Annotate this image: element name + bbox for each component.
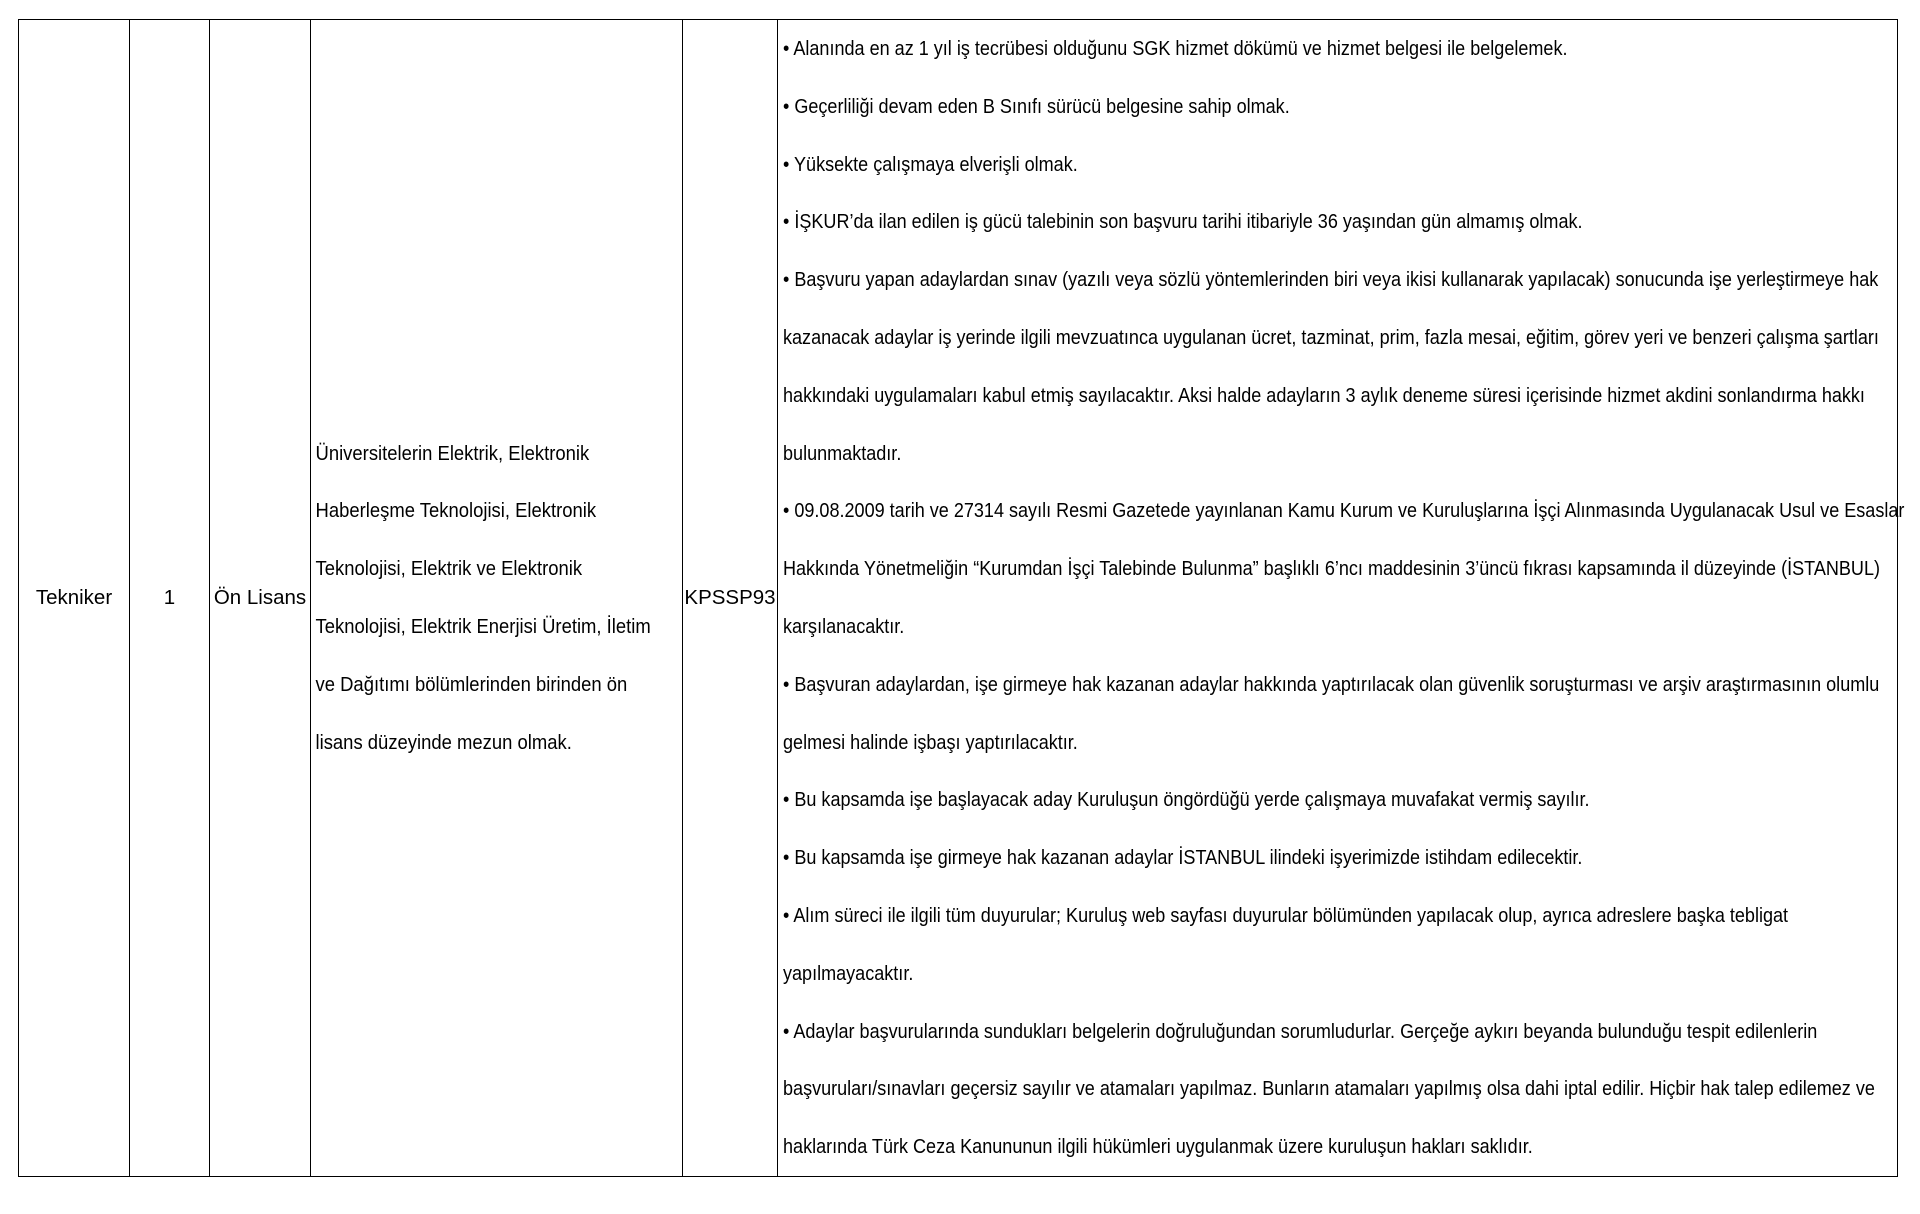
department-cell [311,20,683,1177]
bullet-icon: • [783,210,790,234]
bullet-icon: • [783,1019,790,1043]
qualification-item [783,193,1918,251]
department-requirement: Üniversitelerin Elektrik, Elektronik Haberleşme Teknolojisi, Elektronik Teknolojisi, Elektrik ve Elektronik Teknolojisi, Elektrik Enerjisi Üretim, İletim ve Dağıtımı bölümlerinden birinden ön lisans düzeyinde mezun olmak. [315,441,651,754]
qualification-text: Başvuru yapan adaylardan sınav (yazılı veya sözlü yöntemlerinden biri veya ikisi kullanarak yapılacak) sonucunda işe yerleştirmeye hak kazanacak adaylar iş yerinde ilgili mevzuatınca uygulanan ücret, tazminat, prim, fazla mesai, eğitim, görev yeri ve benzeri çalışma şartları hakkındaki uygulamaları kabul etmiş sayılacaktır. Aksi halde adayların 3 aylık deneme süresi içerisinde hizmet akdini sonlandırma hakkı bulunmaktadır. [783,268,1879,465]
qualification-text: Bu kapsamda işe girmeye hak kazanan adaylar İSTANBUL ilindeki işyerimizde istihdam edilecektir. [794,846,1583,870]
qualification-item [783,482,1918,655]
bullet-icon: • [783,94,790,118]
job-requirements-table [18,19,1905,1177]
bullet-icon: • [783,672,790,696]
qualifications-cell [778,20,1905,1177]
bullet-icon: • [783,788,790,812]
qualification-item [783,1003,1918,1176]
bullet-icon: • [783,152,790,176]
qualification-text: Yüksekte çalışmaya elverişli olmak. [794,152,1078,176]
position-cell [19,20,130,1177]
position-count: 1 [163,586,176,610]
qualification-item [783,78,1918,136]
qualification-item [783,20,1918,78]
qualification-item [783,136,1918,194]
qualification-item [783,829,1918,887]
education-cell [210,20,311,1177]
table-row [19,20,1898,1177]
qualification-text: 09.08.2009 tarih ve 27314 sayılı Resmi Gazetede yayınlanan Kamu Kurum ve Kuruluşlarına İşçi Alınmasında Uygulanacak Usul ve Esaslar Hakkında Yönetmeliğin “Kurumdan İşçi Talebinde Bulunma” başlıklı 6’ncı maddesinin 3’üncü fıkrası kapsamında il düzeyinde (İSTANBUL) karşılanacaktır. [783,499,1905,638]
qualification-text: Geçerliliği devam eden B Sınıfı sürücü belgesine sahip olmak. [794,94,1290,118]
qualification-text: Başvuran adaylardan, işe girmeye hak kazanan adaylar hakkında yaptırılacak olan güvenlik soruşturması ve arşiv araştırmasının olumlu gelmesi halinde işbaşı yaptırılacaktır. [783,672,1880,754]
bullet-icon: • [783,37,790,61]
bullet-icon: • [783,268,790,292]
exam-score-type: KPSSP93 [684,586,776,610]
qualification-text: Adaylar başvurularında sundukları belgelerin doğruluğundan sorumludurlar. Gerçeğe aykırı beyanda bulunduğu tespit edilenlerin başvuruları/sınavları geçersiz sayılır ve atamaları yapılmaz. Bunların atamaları yapılmış olsa dahi iptal edilir. Hiçbir hak talep edilemez ve haklarında Türk Ceza Kanununun ilgili hükümleri uygulanmak üzere kuruluşun hakları saklıdır. [783,1019,1875,1159]
qualification-item [783,656,1918,772]
qualification-item [783,251,1918,482]
exam-score-cell [683,20,778,1177]
qualification-text: Alım süreci ile ilgili tüm duyurular; Kuruluş web sayfası duyurular bölümünden yapılacak olup, ayrıca adreslere başka tebligat yapılmayacaktır. [783,903,1789,985]
qualification-text: Bu kapsamda işe başlayacak aday Kuruluşun öngördüğü yerde çalışmaya muvafakat vermiş sayılır. [794,788,1590,812]
position-title: Tekniker [35,586,113,610]
bullet-icon: • [783,846,790,870]
bullet-icon: • [783,903,790,927]
qualification-text: İŞKUR’da ilan edilen iş gücü talebinin son başvuru tarihi itibariyle 36 yaşından gün almamış olmak. [794,210,1583,234]
education-level: Ön Lisans [213,586,307,610]
bullet-icon: • [783,499,790,523]
count-cell [130,20,210,1177]
qualification-item [783,771,1918,829]
qualification-text: Alanında en az 1 yıl iş tecrübesi olduğunu SGK hizmet dökümü ve hizmet belgesi ile belgelemek. [793,37,1568,61]
qualifications-list [778,20,1905,1176]
qualification-item [783,887,1918,1003]
